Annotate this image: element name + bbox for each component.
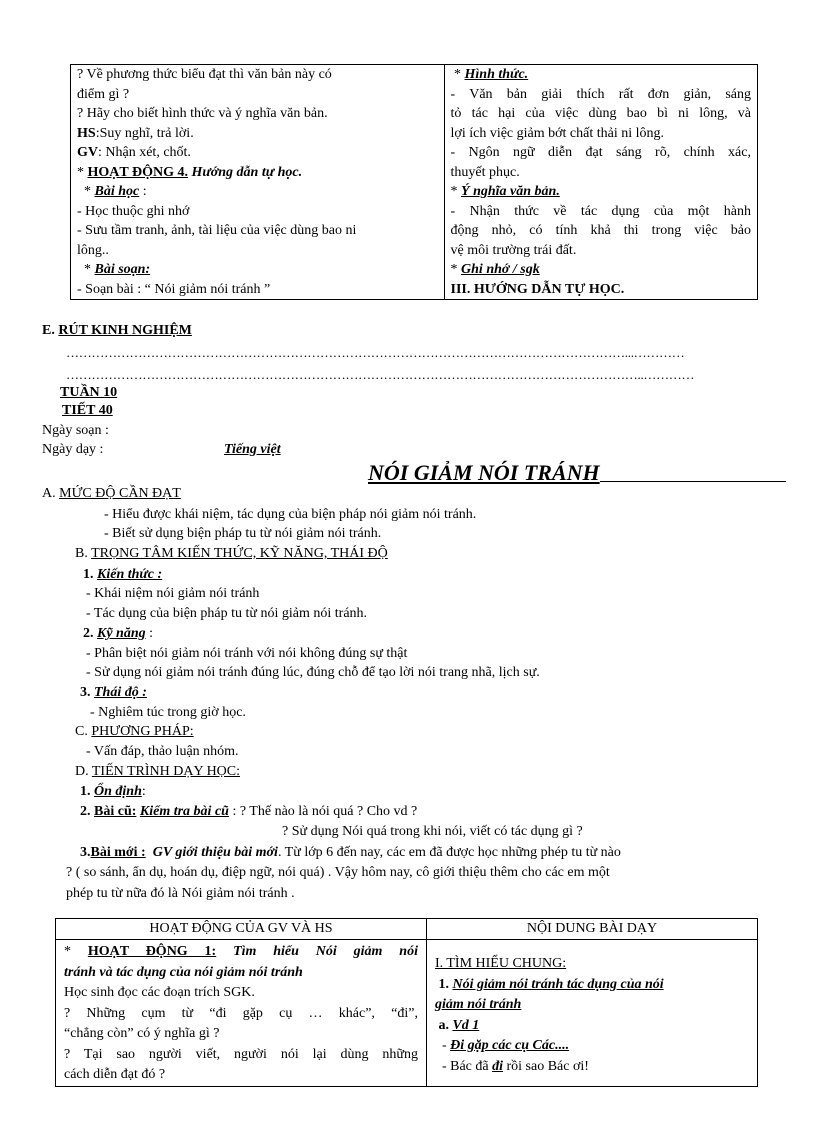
activity-1-heading: * HOẠT ĐỘNG 1: Tìm hiểu Nói giảm nói	[64, 944, 418, 959]
week-label: TUẦN 10	[60, 385, 118, 400]
lesson-title: NÓI GIẢM NÓI TRÁNH	[368, 460, 600, 485]
step-new-lesson: 3.Bài mới : GV giới thiệu bài mới. Từ lớp 6 đến nay, các em đã được học những phép tu từ nào	[80, 845, 621, 860]
section-c-heading: C. PHƯƠNG PHÁP:	[75, 724, 194, 739]
skills-item-1: - Phân biệt nói giảm nói tránh với nói không đúng sự thật	[86, 646, 408, 661]
activity-1-heading-cont: tránh và tác dụng của nói giảm nói tránh	[64, 964, 303, 980]
top-left-line: * HOẠT ĐỘNG 4. Hướng dẫn tự học.	[77, 164, 303, 180]
content-example-1: - Đi gặp các cụ Các....	[434, 1038, 570, 1053]
top-right-line: - Ngôn ngữ diễn đạt sáng rõ, chính xác,	[450, 145, 751, 160]
top-left-line: lông..	[77, 242, 109, 258]
content-heading-2-cont: giảm nói tránh	[434, 997, 522, 1012]
activity-text-4: ? Tại sao người viết, người nói lại dùng những	[64, 1046, 418, 1062]
section-a-item-1: - Hiểu được khái niệm, tác dụng của biện pháp nói giảm nói tránh.	[104, 507, 477, 522]
top-left-line: ? Về phương thức biểu đạt thì văn bản này có	[77, 67, 332, 82]
top-right-line: động nhỏ, có tính khả thi trong việc bảo	[450, 223, 751, 238]
rkn-dots-1: ……………………………………………………………………………………………………………………...…………	[66, 345, 685, 360]
new-lesson-text-3: phép tu từ nữa đó là Nói giảm nói tránh .	[66, 886, 295, 901]
top-right-line: thuyết phục.	[450, 164, 520, 180]
top-left-line: - Sưu tầm tranh, ảnh, tài liệu của việc dùng bao ni	[77, 223, 357, 238]
content-example-label: a. Vd 1	[438, 1017, 480, 1033]
content-heading-1: I. TÌM HIỂU CHUNG:	[434, 956, 567, 971]
top-left-line: ? Hãy cho biết hình thức và ý nghĩa văn bản.	[77, 106, 328, 121]
rkn-dots-2: ………………………………………………………………………………………………………………………..…………	[66, 367, 695, 382]
top-left-line: * Bài soạn:	[77, 262, 151, 277]
date-teach: Ngày dạy :	[42, 442, 104, 457]
section-d-heading: D. TIẾN TRÌNH DẠY HỌC:	[75, 764, 241, 779]
top-left-line: - Học thuộc ghi nhớ	[77, 203, 190, 219]
date-prep: Ngày soạn :	[42, 423, 109, 438]
top-right-line: - Văn bản giải thích rất đơn giản, sáng	[450, 86, 751, 102]
new-lesson-text-2: ? ( so sánh, ẩn dụ, hoán dụ, điệp ngữ, nói quá) . Vậy hôm nay, cô giới thiệu thêm cho các em một	[66, 865, 610, 880]
skills-heading: 2. Kỹ năng :	[83, 626, 154, 641]
content-heading-2: 1. Nói giảm nói tránh tác dụng của nói	[438, 976, 664, 992]
activity-text-3: “chẳng còn” có ý nghĩa gì ?	[64, 1026, 220, 1041]
top-right-line: * Ghi nhớ / sgk	[450, 262, 540, 277]
header-content: NỘI DUNG BÀI DẠY	[426, 919, 757, 940]
content-cell	[426, 940, 757, 1087]
activity-text-5: cách diễn đạt đó ?	[64, 1067, 166, 1082]
top-right-line: - Nhận thức về tác dụng của một hành	[450, 203, 751, 219]
top-left-line: HS:Suy nghĩ, trả lời.	[77, 125, 194, 141]
activity-table	[55, 918, 758, 1087]
top-left-line: - Soạn bài : “ Nói giảm nói tránh ”	[77, 281, 271, 297]
activity-text-1: Học sinh đọc các đoạn trích SGK.	[64, 985, 255, 1000]
knowledge-item-2: - Tác dụng của biện pháp tu từ nói giảm nói tránh.	[86, 606, 368, 621]
top-right-line: * Hình thức.	[450, 67, 529, 82]
rkn-heading: E. RÚT KINH NGHIỆM	[42, 323, 192, 338]
period-label: TIẾT 40	[62, 403, 113, 418]
title-rule	[600, 481, 786, 482]
top-right-line: lợi ích việc giảm bớt chất thải ni lông.	[450, 125, 665, 141]
skills-item-2: - Sử dụng nói giảm nói tránh đúng lúc, đúng chỗ để tạo lời nói trang nhã, lịch sự.	[86, 665, 540, 680]
top-right-line: III. HƯỚNG DẪN TỰ HỌC.	[450, 281, 625, 297]
top-left-line: GV: Nhận xét, chốt.	[77, 145, 191, 160]
content-example-2: - Bác đã đi rồi sao Bác ơi!	[434, 1058, 589, 1074]
section-c-item-1: - Vấn đáp, thảo luận nhóm.	[86, 744, 239, 759]
section-a-item-2: - Biết sử dụng biện pháp tu từ nói giảm nói tránh.	[104, 526, 382, 541]
attitude-heading: 3. Thái độ :	[80, 685, 147, 700]
step-old-lesson: 2. Bài cũ: Kiểm tra bài cũ : ? Thế nào là nói quá ? Cho vd ?	[80, 804, 418, 819]
activity-cell	[56, 940, 427, 1087]
top-right-line: * Ý nghĩa văn bản.	[450, 184, 560, 199]
top-left-line: điểm gì ?	[77, 86, 130, 102]
top-table	[70, 64, 758, 300]
attitude-item-1: - Nghiêm túc trong giờ học.	[90, 705, 246, 720]
step-stabilize: 1. Ổn định:	[80, 784, 146, 799]
header-activities: HOẠT ĐỘNG CỦA GV VÀ HS	[56, 919, 427, 940]
top-table-left-cell	[71, 65, 445, 300]
top-right-line: vệ môi trường trái đất.	[450, 242, 577, 258]
knowledge-heading: 1. Kiến thức :	[83, 567, 163, 582]
activity-text-2: ? Những cụm từ “đi gặp cụ … khác”, “đi”,	[64, 1005, 418, 1021]
top-left-line: * Bài học :	[77, 184, 147, 199]
subject-label: Tiếng việt	[224, 442, 281, 457]
top-table-right-cell	[444, 65, 757, 300]
knowledge-item-1: - Khái niệm nói giảm nói tránh	[86, 586, 260, 601]
top-right-line: tỏ tác hại của việc dùng bao bì ni lông, và	[450, 106, 751, 121]
section-a-heading: A. MỨC ĐỘ CẦN ĐẠT	[42, 486, 181, 501]
old-lesson-question-2: ? Sử dụng Nói quá trong khi nói, viết có tác dụng gì ?	[282, 824, 583, 839]
section-b-heading: B. TRỌNG TÂM KIẾN THỨC, KỸ NĂNG, THÁI ĐỘ	[75, 546, 388, 561]
